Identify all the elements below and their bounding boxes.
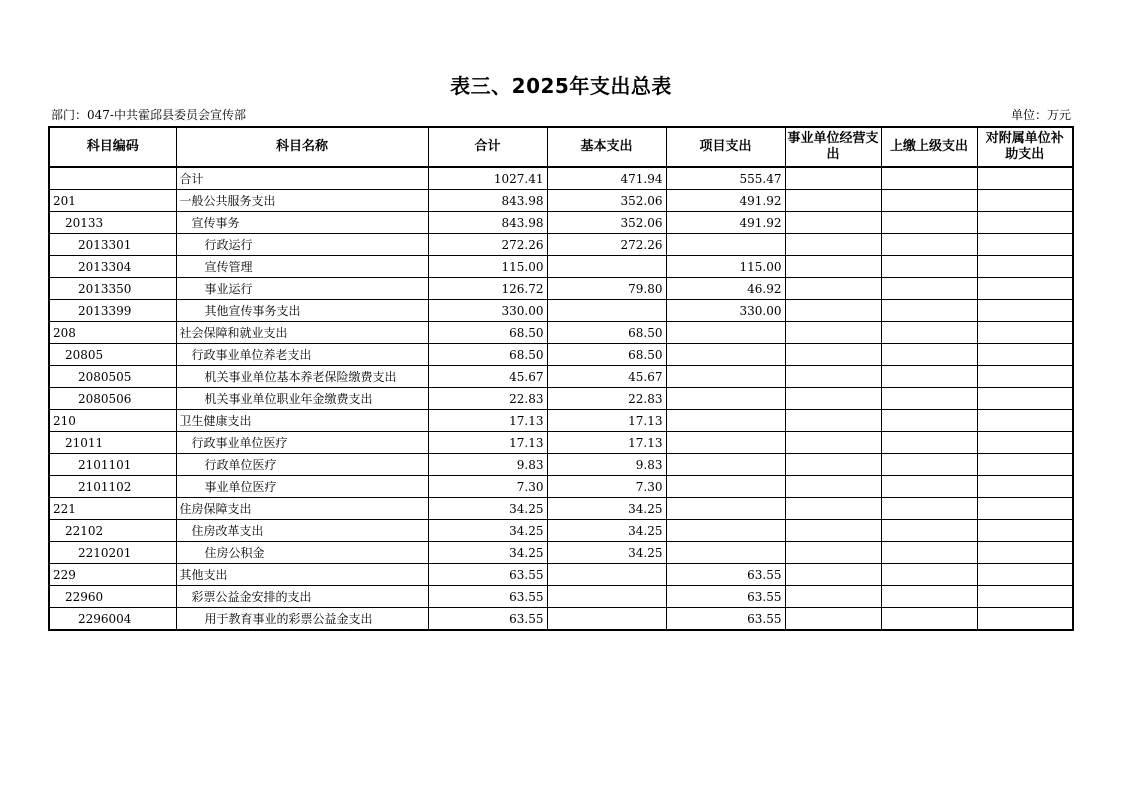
name-cell: 社会保障和就业支出 xyxy=(176,322,428,344)
upper-cell xyxy=(881,608,977,631)
basic-cell: 68.50 xyxy=(547,322,666,344)
name-cell: 一般公共服务支出 xyxy=(176,190,428,212)
project-cell: 115.00 xyxy=(666,256,785,278)
total-cell: 330.00 xyxy=(428,300,547,322)
subsidy-cell xyxy=(977,300,1073,322)
basic-cell: 352.06 xyxy=(547,190,666,212)
subsidy-cell xyxy=(977,388,1073,410)
subsidy-cell xyxy=(977,410,1073,432)
total-cell: 34.25 xyxy=(428,498,547,520)
subsidy-cell xyxy=(977,498,1073,520)
name-cell: 宣传管理 xyxy=(176,256,428,278)
upper-cell xyxy=(881,432,977,454)
column-header-code: 科目编码 xyxy=(49,127,176,167)
subsidy-cell xyxy=(977,212,1073,234)
upper-cell xyxy=(881,212,977,234)
operating-cell xyxy=(785,366,881,388)
name-cell: 其他支出 xyxy=(176,564,428,586)
basic-cell: 9.83 xyxy=(547,454,666,476)
table-row xyxy=(49,256,1073,278)
subsidy-cell xyxy=(977,586,1073,608)
upper-cell xyxy=(881,498,977,520)
subsidy-cell xyxy=(977,520,1073,542)
code-cell: 20133 xyxy=(49,212,176,234)
operating-cell xyxy=(785,586,881,608)
subsidy-cell xyxy=(977,278,1073,300)
upper-cell xyxy=(881,322,977,344)
basic-cell: 34.25 xyxy=(547,520,666,542)
operating-cell xyxy=(785,454,881,476)
subsidy-cell xyxy=(977,366,1073,388)
upper-cell xyxy=(881,278,977,300)
project-cell xyxy=(666,366,785,388)
name-cell: 住房公积金 xyxy=(176,542,428,564)
total-cell: 34.25 xyxy=(428,542,547,564)
code-cell: 201 xyxy=(49,190,176,212)
unit-label: 单位：万元 xyxy=(1010,108,1071,122)
table-row xyxy=(49,498,1073,520)
basic-cell: 17.13 xyxy=(547,410,666,432)
upper-cell xyxy=(881,586,977,608)
upper-cell xyxy=(881,454,977,476)
column-header-project: 项目支出 xyxy=(666,127,785,167)
upper-cell xyxy=(881,234,977,256)
project-cell: 46.92 xyxy=(666,278,785,300)
table-row xyxy=(49,476,1073,498)
upper-cell xyxy=(881,520,977,542)
name-cell: 行政运行 xyxy=(176,234,428,256)
table-row xyxy=(49,234,1073,256)
table-row xyxy=(49,212,1073,234)
total-cell: 63.55 xyxy=(428,586,547,608)
subsidy-cell xyxy=(977,167,1073,190)
total-cell: 126.72 xyxy=(428,278,547,300)
project-cell xyxy=(666,498,785,520)
subsidy-cell xyxy=(977,344,1073,366)
upper-cell xyxy=(881,256,977,278)
subsidy-cell xyxy=(977,542,1073,564)
basic-cell: 34.25 xyxy=(547,498,666,520)
basic-cell: 7.30 xyxy=(547,476,666,498)
operating-cell xyxy=(785,520,881,542)
subsidy-cell xyxy=(977,234,1073,256)
operating-cell xyxy=(785,167,881,190)
operating-cell xyxy=(785,410,881,432)
basic-cell: 68.50 xyxy=(547,344,666,366)
table-row xyxy=(49,278,1073,300)
upper-cell xyxy=(881,542,977,564)
name-cell: 住房保障支出 xyxy=(176,498,428,520)
basic-cell xyxy=(547,608,666,631)
project-cell xyxy=(666,520,785,542)
project-cell: 330.00 xyxy=(666,300,785,322)
column-header-upper: 上缴上级支出 xyxy=(881,127,977,167)
project-cell: 63.55 xyxy=(666,586,785,608)
total-cell: 63.55 xyxy=(428,608,547,631)
code-cell: 2013304 xyxy=(49,256,176,278)
subsidy-cell xyxy=(977,564,1073,586)
upper-cell xyxy=(881,410,977,432)
subsidy-cell xyxy=(977,454,1073,476)
subsidy-cell xyxy=(977,190,1073,212)
name-cell: 彩票公益金安排的支出 xyxy=(176,586,428,608)
code-cell: 22960 xyxy=(49,586,176,608)
name-cell: 住房改革支出 xyxy=(176,520,428,542)
project-cell xyxy=(666,542,785,564)
subsidy-cell xyxy=(977,608,1073,631)
total-cell: 272.26 xyxy=(428,234,547,256)
column-header-subsidy: 对附属单位补助支出 xyxy=(977,127,1073,167)
subsidy-cell xyxy=(977,322,1073,344)
column-header-total: 合计 xyxy=(428,127,547,167)
upper-cell xyxy=(881,190,977,212)
project-cell: 491.92 xyxy=(666,190,785,212)
operating-cell xyxy=(785,608,881,631)
total-cell: 45.67 xyxy=(428,366,547,388)
basic-cell: 79.80 xyxy=(547,278,666,300)
operating-cell xyxy=(785,542,881,564)
table-row xyxy=(49,167,1073,190)
code-cell: 2210201 xyxy=(49,542,176,564)
name-cell: 卫生健康支出 xyxy=(176,410,428,432)
table-row xyxy=(49,388,1073,410)
table-row xyxy=(49,410,1073,432)
name-cell: 机关事业单位基本养老保险缴费支出 xyxy=(176,366,428,388)
upper-cell xyxy=(881,388,977,410)
name-cell: 其他宣传事务支出 xyxy=(176,300,428,322)
operating-cell xyxy=(785,278,881,300)
total-cell: 1027.41 xyxy=(428,167,547,190)
basic-cell: 22.83 xyxy=(547,388,666,410)
code-cell: 21011 xyxy=(49,432,176,454)
total-cell: 34.25 xyxy=(428,520,547,542)
code-cell: 210 xyxy=(49,410,176,432)
code-cell: 2013399 xyxy=(49,300,176,322)
expenditure-table xyxy=(48,126,1074,631)
operating-cell xyxy=(785,476,881,498)
upper-cell xyxy=(881,366,977,388)
operating-cell xyxy=(785,564,881,586)
code-cell: 2296004 xyxy=(49,608,176,631)
operating-cell xyxy=(785,432,881,454)
name-cell: 宣传事务 xyxy=(176,212,428,234)
name-cell: 合计 xyxy=(176,167,428,190)
table-row xyxy=(49,542,1073,564)
table-row xyxy=(49,344,1073,366)
project-cell xyxy=(666,344,785,366)
operating-cell xyxy=(785,322,881,344)
total-cell: 63.55 xyxy=(428,564,547,586)
code-cell: 2080505 xyxy=(49,366,176,388)
operating-cell xyxy=(785,498,881,520)
table-row xyxy=(49,454,1073,476)
operating-cell xyxy=(785,344,881,366)
department-label: 部门：047-中共霍邱县委员会宣传部 xyxy=(51,108,246,122)
basic-cell xyxy=(547,256,666,278)
code-cell: 2101102 xyxy=(49,476,176,498)
total-cell: 68.50 xyxy=(428,344,547,366)
total-cell: 843.98 xyxy=(428,190,547,212)
basic-cell: 272.26 xyxy=(547,234,666,256)
total-cell: 68.50 xyxy=(428,322,547,344)
table-row xyxy=(49,520,1073,542)
column-header-basic: 基本支出 xyxy=(547,127,666,167)
upper-cell xyxy=(881,167,977,190)
project-cell xyxy=(666,234,785,256)
project-cell xyxy=(666,454,785,476)
operating-cell xyxy=(785,190,881,212)
column-header-operating: 事业单位经营支出 xyxy=(785,127,881,167)
code-cell: 2013301 xyxy=(49,234,176,256)
total-cell: 17.13 xyxy=(428,410,547,432)
table-row xyxy=(49,322,1073,344)
code-cell: 208 xyxy=(49,322,176,344)
project-cell xyxy=(666,410,785,432)
basic-cell: 45.67 xyxy=(547,366,666,388)
name-cell: 机关事业单位职业年金缴费支出 xyxy=(176,388,428,410)
name-cell: 行政事业单位养老支出 xyxy=(176,344,428,366)
project-cell: 63.55 xyxy=(666,608,785,631)
name-cell: 事业运行 xyxy=(176,278,428,300)
table-row xyxy=(49,608,1073,631)
basic-cell: 471.94 xyxy=(547,167,666,190)
total-cell: 17.13 xyxy=(428,432,547,454)
subsidy-cell xyxy=(977,476,1073,498)
code-cell: 2101101 xyxy=(49,454,176,476)
table-row xyxy=(49,300,1073,322)
table-row xyxy=(49,564,1073,586)
project-cell xyxy=(666,432,785,454)
operating-cell xyxy=(785,212,881,234)
operating-cell xyxy=(785,388,881,410)
upper-cell xyxy=(881,564,977,586)
name-cell: 行政事业单位医疗 xyxy=(176,432,428,454)
project-cell xyxy=(666,322,785,344)
subsidy-cell xyxy=(977,256,1073,278)
code-cell: 229 xyxy=(49,564,176,586)
project-cell: 555.47 xyxy=(666,167,785,190)
code-cell: 20805 xyxy=(49,344,176,366)
basic-cell: 34.25 xyxy=(547,542,666,564)
basic-cell xyxy=(547,564,666,586)
operating-cell xyxy=(785,256,881,278)
upper-cell xyxy=(881,476,977,498)
code-cell: 22102 xyxy=(49,520,176,542)
code-cell: 2080506 xyxy=(49,388,176,410)
total-cell: 843.98 xyxy=(428,212,547,234)
operating-cell xyxy=(785,300,881,322)
upper-cell xyxy=(881,344,977,366)
table-row xyxy=(49,366,1073,388)
basic-cell xyxy=(547,300,666,322)
project-cell xyxy=(666,476,785,498)
name-cell: 用于教育事业的彩票公益金支出 xyxy=(176,608,428,631)
total-cell: 7.30 xyxy=(428,476,547,498)
basic-cell: 352.06 xyxy=(547,212,666,234)
name-cell: 事业单位医疗 xyxy=(176,476,428,498)
page-title: 表三、2025年支出总表 xyxy=(450,74,672,98)
total-cell: 115.00 xyxy=(428,256,547,278)
project-cell xyxy=(666,388,785,410)
subsidy-cell xyxy=(977,432,1073,454)
table-row xyxy=(49,432,1073,454)
basic-cell: 17.13 xyxy=(547,432,666,454)
table-row xyxy=(49,190,1073,212)
operating-cell xyxy=(785,234,881,256)
table-row xyxy=(49,586,1073,608)
code-cell: 2013350 xyxy=(49,278,176,300)
table-header-row xyxy=(49,127,1073,167)
project-cell: 491.92 xyxy=(666,212,785,234)
code-cell: 221 xyxy=(49,498,176,520)
code-cell xyxy=(49,167,176,190)
project-cell: 63.55 xyxy=(666,564,785,586)
upper-cell xyxy=(881,300,977,322)
total-cell: 9.83 xyxy=(428,454,547,476)
name-cell: 行政单位医疗 xyxy=(176,454,428,476)
column-header-name: 科目名称 xyxy=(176,127,428,167)
basic-cell xyxy=(547,586,666,608)
total-cell: 22.83 xyxy=(428,388,547,410)
